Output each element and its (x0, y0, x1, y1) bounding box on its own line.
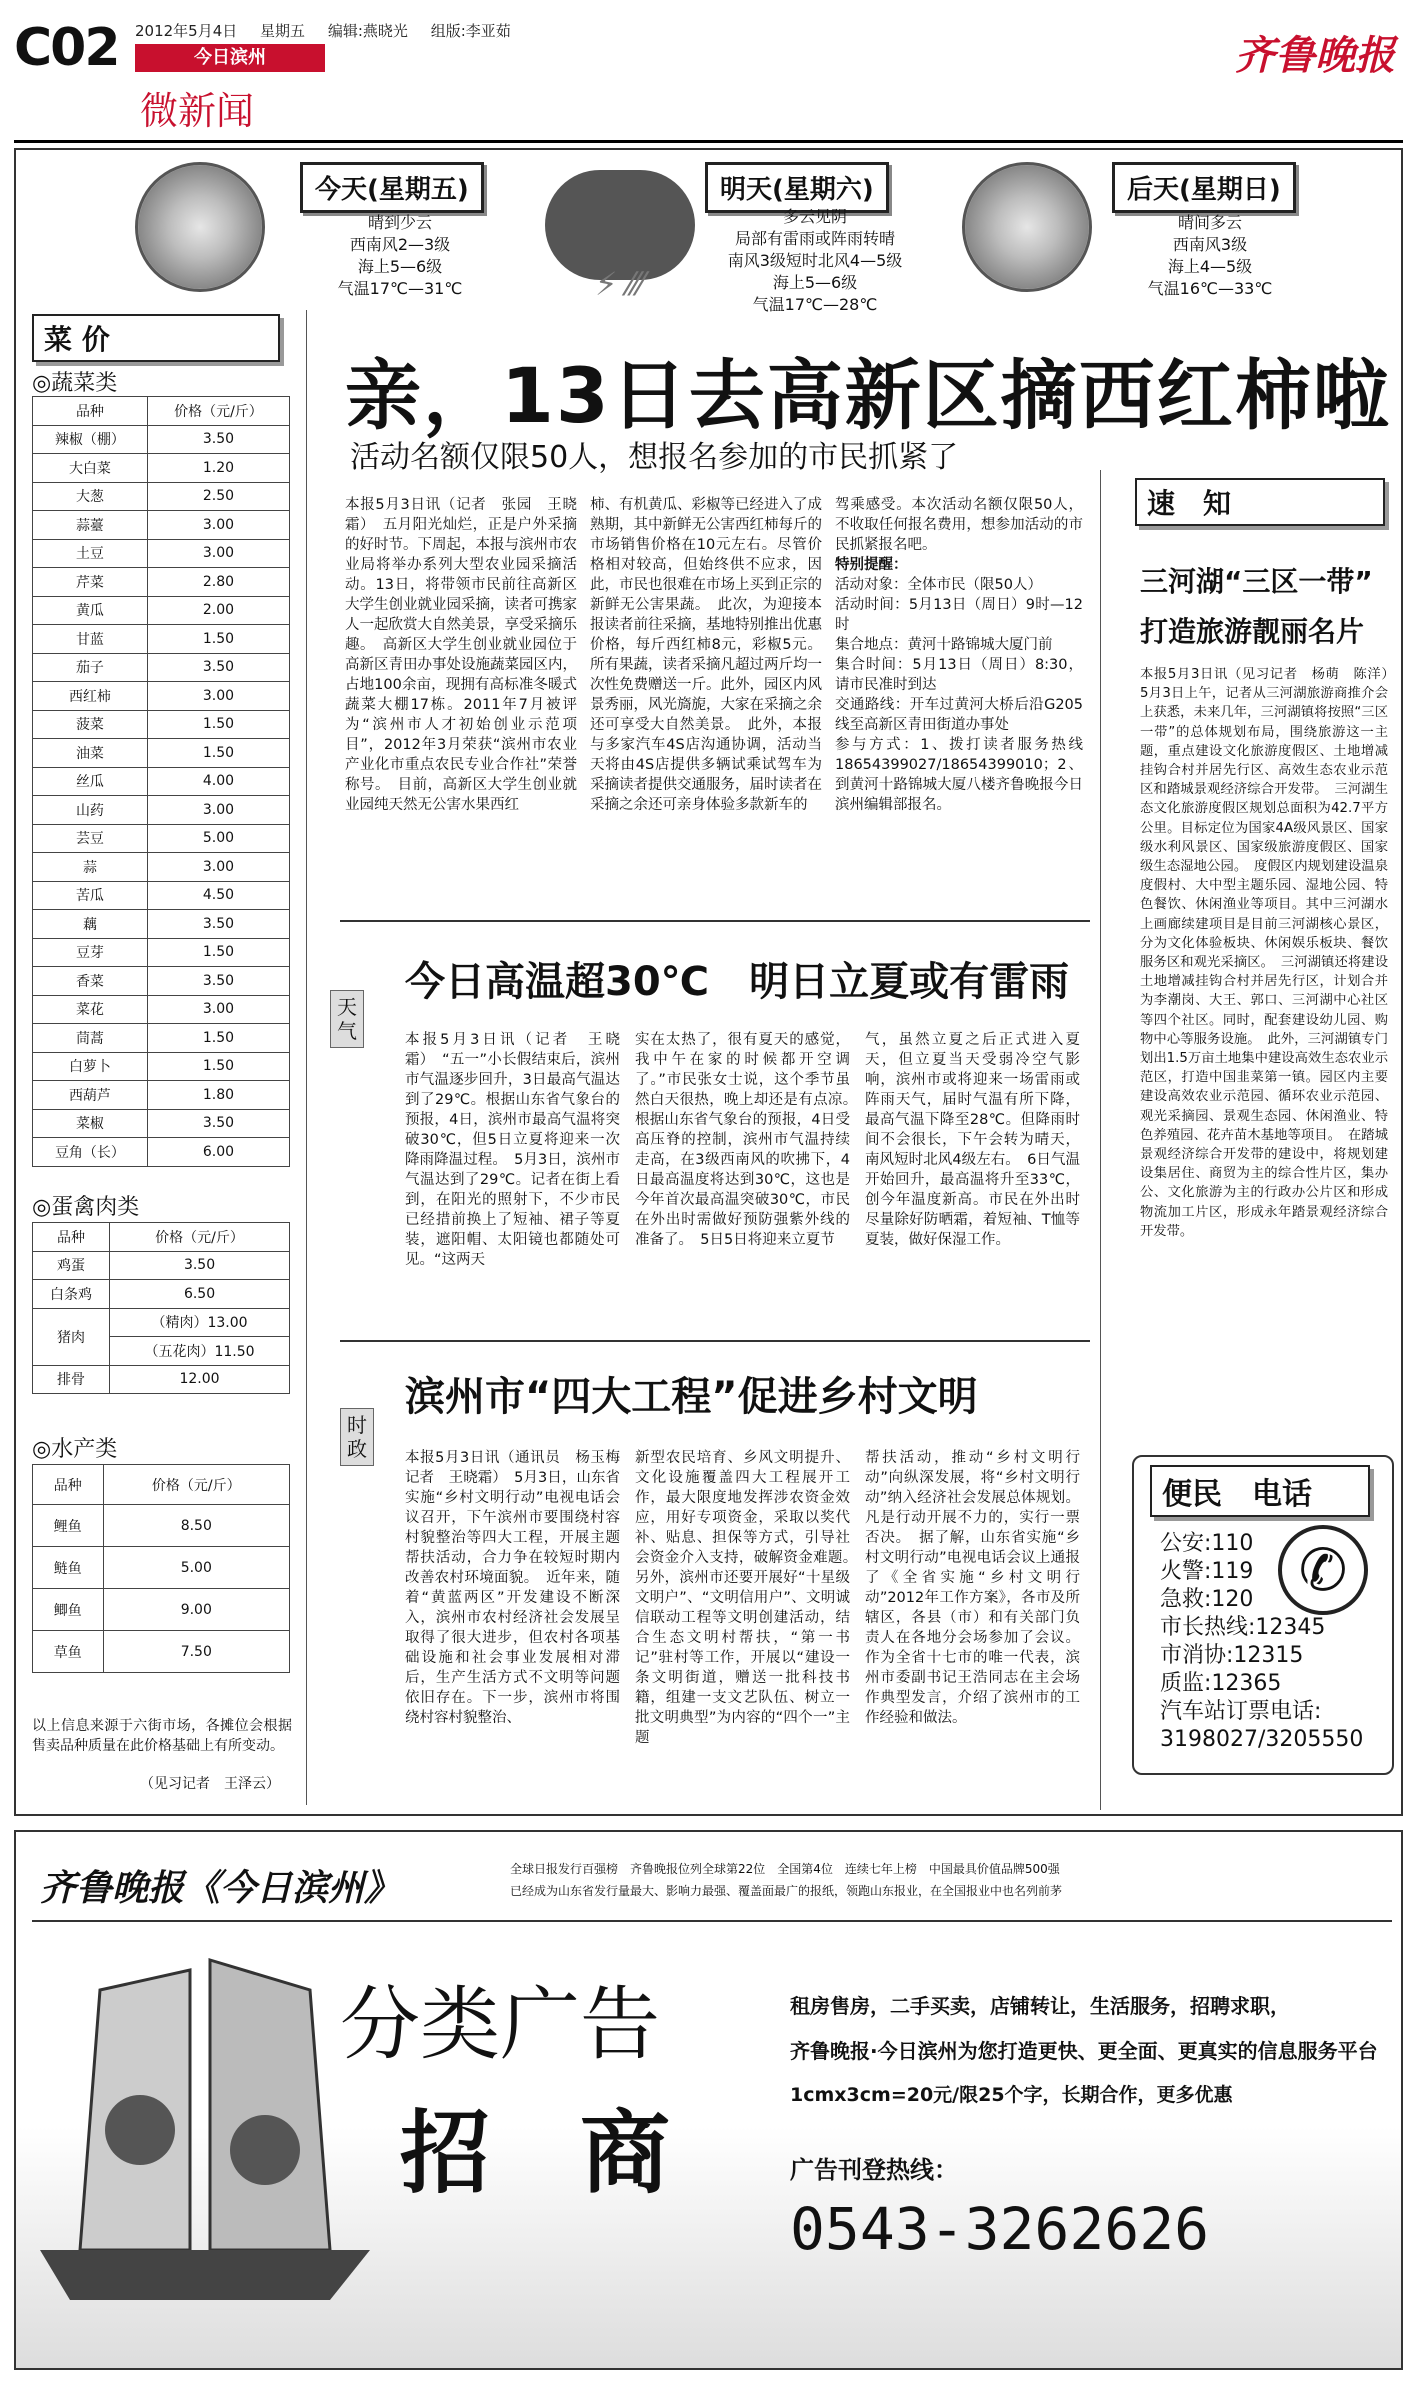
table-row: 黄瓜 2.00 (33, 596, 290, 625)
ad-big-subtitle: 招 商 (400, 2100, 670, 2206)
table-row: 大白菜 1.20 (33, 454, 290, 483)
ad-logo: 齐鲁晚报《今日滨州》 (40, 1867, 401, 1909)
table-row: 油菜 1.50 (33, 739, 290, 768)
lead-headline: 亲，13日去高新区摘西红柿啦 (345, 351, 1391, 440)
ad-big-title: 分类广告 (340, 1978, 660, 2071)
ad-slogan-2: 已经成为山东省发行量最大、影响力最强、覆盖面最广的报纸，领跑山东报业，在全国报业中也名列前茅 (510, 1884, 1063, 1898)
table-row: 西葫芦 1.80 (33, 1081, 290, 1110)
weather-dayafter-label: 后天(星期日) (1112, 162, 1296, 213)
thunderstorm-icon: ⚡ ⁄⁄⁄ (545, 170, 695, 280)
table-row: 大葱 2.50 (33, 482, 290, 511)
column-divider (306, 310, 307, 1805)
politics-col-1: 本报5月3日讯（通讯员 杨玉梅 记者 王晓霜） 5月3日，山东省实施“乡村文明行动”电视电话会议召开，下午滨州市要围绕村容村貌整治等四大工程，开展主题帮扶活动，合力争在较短时期内改善农村环境面貌。 近年来，随着“黄蓝两区”开发建设不断深入，滨州市农村经济社会发展呈取得了很大进步，但农村各项基础设施和社会事业发展相对滞后，生产生活方式不文明等问题依旧存在。下一步，滨州市将围绕村容村貌整治、 (405, 1450, 635, 1726)
weather-headline: 今日高温超30℃ 明日立夏或有雷雨 (405, 959, 1070, 1005)
politics-tag: 时政 (340, 1408, 374, 1466)
table-row: 芹菜 2.80 (33, 568, 290, 597)
table-header: 品种 价格（元/斤） (33, 397, 290, 426)
table-row: 土豆 3.00 (33, 539, 290, 568)
price-note: 以上信息来源于六街市场，各摊位会根据售卖品种质量在此价格基础上有所变动。 (32, 1718, 292, 1754)
politics-col-2: 新型农民培育、乡风文明提升、文化设施覆盖四大工程展开工作，最大限度地发挥涉农资金效应，用好专项资金，采取以奖代补、贴息、担保等方式，引导社会资金介入支持，破解资金难题。 另外，滨州市还要开展好“十星级文明户”、“文明信用户”、文明诚信联动工程等文明创建活动，结合生态文明村帮扶，“第一书记”驻村等工作，开展以“建设一条文明街道，赠送一批科技书籍，组建一支文艺队伍、树立一批文明典型”为内容的“四个一”主题 (635, 1450, 865, 1746)
issue-weekday: 星期五 (260, 22, 306, 40)
weather-today-text: 晴到少云 西南风2—3级 海上5—6级 气温17℃—31℃ (337, 213, 463, 298)
editor: 编辑:燕晓光 (327, 22, 408, 40)
telephone-icon: ✆ (1278, 1525, 1368, 1615)
weather-tomorrow-label: 明天(星期六) (705, 162, 889, 213)
table-row: 辣椒（棚） 3.50 (33, 425, 290, 454)
lead-subtitle: 活动名额仅限50人，想报名参加的市民抓紧了 (350, 440, 959, 475)
weather-tag: 天气 (330, 990, 364, 1048)
prices-title: 菜 价 (32, 314, 280, 362)
table-row: 蒜薹 3.00 (33, 511, 290, 540)
lead-col-2: 柿、有机黄瓜、彩椒等已经进入了成熟期，其中新鲜无公害西红柿每斤的市场销售价格在10元左右。尽管价格相对较高，但始终供不应求，因此，市民也很难在市场上买到正宗的新鲜无公害果蔬。 此次，为迎接本报读者前往采摘，基地特别推出优惠价格，每斤西红柿8元，彩椒5元。所有果蔬，读者采摘凡超过两斤均一次性免费赠送一斤。此外，园区内风景秀丽，风光旖旎，大家在采摘之余还可享受大自然美景。 此外，本报与多家汽车4S店沟通协调，活动当天将由4S店提供多辆试乘试驾车为采摘读者提供交通服务，届时读者在采摘之余还可亲身体验多款新车的 (590, 497, 822, 813)
table-row: 菠菜 1.50 (33, 710, 290, 739)
table-row: 香菜 3.50 (33, 967, 290, 996)
table-row: 豆角（长） 6.00 (33, 1138, 290, 1167)
table-row: 山药 3.00 (33, 796, 290, 825)
table-row: 西红柿 3.00 (33, 682, 290, 711)
table-row: 茄子 3.50 (33, 653, 290, 682)
weather-tomorrow-text: 多云见阴 局部有雷雨或阵雨转晴 南风3级短时北风4—5级 海上5—6级 气温17℃—28℃ (727, 207, 903, 314)
column-divider (1100, 470, 1101, 1810)
column-name: 微新闻 (140, 89, 255, 133)
veg-price-table (32, 396, 290, 1167)
weather-today-label: 今天(星期五) (300, 162, 484, 213)
table-row: 藕 3.50 (33, 910, 290, 939)
veg-heading: ◎蔬菜类 (32, 371, 118, 396)
sunny-icon (962, 162, 1092, 292)
politics-col-3: 帮扶活动，推动“乡村文明行动”向纵深发展，将“乡村文明行动”纳入经济社会发展总体规划。凡是行动开展不力的，实行一票否决。 据了解，山东省实施“乡村文明行动”电视电话会议上通报了《全省实施“乡村文明行动”2012年工作方案》，各市及所辖区，各县（市）和有关部门负责人在各地分会场参加了会议。作为全省十七市的唯一代表，滨州市委副书记王浩同志在主会场作典型发言，介绍了滨州市的工作经验和做法。 (865, 1450, 1080, 1726)
page-code: C02 (14, 18, 119, 78)
egg-price-table: 品种 价格（元/斤） 鸡蛋 3.50 白条鸡 6.50 猪肉 （精肉）13.00 （五花肉）11.50 排骨 12.00 (32, 1222, 290, 1394)
ad-rule (32, 1920, 1392, 1922)
sidebar-headline-1: 三河湖“三区一带” (1140, 565, 1373, 598)
newspaper-logo: 齐鲁晚报 (1235, 32, 1395, 79)
section-rule (340, 1340, 1090, 1342)
table-row: 茼蒿 1.50 (33, 1024, 290, 1053)
lead-col-1: 本报5月3日讯（记者 张园 王晓霜） 五月阳光灿烂，正是户外采摘的好时节。下周起，本报与滨州市农业局将举办系列大型农业园采摘活动。13日，将带领市民前往高新区大学生创业就业园采摘，读者可携家人一起欣赏大自然美景，享受采摘乐趣。 高新区大学生创业就业园位于高新区青田办事处设施蔬菜园区内，占地100余亩，现拥有高标准冬暖式蔬菜大棚17栋。2011年7月被评为“滨州市人才初始创业示范项目”，2012年3月荣获“滨州市农业产业化市重点农民专业合作社”荣誉称号。 目前，高新区大学生创业就业园纯天然无公害水果西红 (345, 497, 577, 813)
ad-hotline-label: 广告刊登热线： (790, 2156, 958, 2184)
table-row: 苦瓜 4.50 (33, 881, 290, 910)
ad-slogan-1: 全球日报发行百强榜 齐鲁晚报位列全球第22位 全国第4位 连续七年上榜 中国最具价值品牌500强 (510, 1862, 1060, 1876)
section-name: 今日滨州 (135, 44, 325, 72)
ad-line-2: 齐鲁晚报·今日滨州为您打造更快、更全面、更真实的信息服务平台 (790, 2039, 1378, 2063)
table-row: 甘蓝 1.50 (33, 625, 290, 654)
table-row: 芸豆 5.00 (33, 824, 290, 853)
sidebar-tag: 速 知 (1135, 478, 1385, 526)
ad-line-3: 1cmx3cm=20元/限25个字，长期合作，更多优惠 (790, 2084, 1233, 2106)
layout-credit: 组版:李亚茹 (430, 22, 511, 40)
aqua-price-table: 品种 价格（元/斤） 鲤鱼 8.50 鲢鱼 5.00 鲫鱼 9.00 草鱼 7.50 (32, 1464, 290, 1673)
ad-hotline-number: 0543-3262626 (790, 2195, 1210, 2263)
weather-col-3: 气，虽然立夏之后正式进入夏天，但立夏当天受弱冷空气影响，滨州市或将迎来一场雷雨或阵雨天气，届时气温有所下降，最高气温下降至28℃。但降雨时间不会很长，下午会转为晴天，南风短时北风4级左右。 6日气温开始回升，最高温将升至33℃，创今年温度新高。市民在外出时尽量除好防晒霜，着短袖、T恤等夏装，做好保湿工作。 (865, 1032, 1080, 1248)
table-row: 豆芽 1.50 (33, 938, 290, 967)
politics-headline: 滨州市“四大工程”促进乡村文明 (405, 1374, 978, 1420)
header-meta (135, 20, 529, 41)
sailing-ship-icon (40, 1950, 370, 2330)
table-row: 菜椒 3.50 (33, 1109, 290, 1138)
weather-dayafter-text: 晴间多云 西南风3级 海上4—5级 气温16℃—33℃ (1147, 213, 1273, 298)
sidebar-body: 本报5月3日讯（见习记者 杨萌 陈洋） 5月3日上午，记者从三河湖旅游商推介会上获悉，未来几年，三河湖镇将按照“三区一带”的总体规划布局，围绕旅游这一主题，重点建设文化旅游度假区、土地增减挂钩合村并居先行区、高效生态农业示范区和踏城景观经济综合开发带。 三河湖生态文化旅游度假区规划总面积为42.7平方公里。目标定位为国家4A级风景区、国家级水利风景区、国家级旅游度假区、国家级生态湿地公园。 度假区内规划建设温泉度假村、大中型主题乐园、湿地公园、特色餐饮、休闲渔业等项目。其中三河湖水上画廊续建项目是目前三河湖核心景区，分为文化体验板块、休闲娱乐板块、餐饮服务区和观光采摘区。 三河湖镇还将建设土地增减挂钩合村并居先行区，计划合并为李潮岗、大王、郭口、三河湖中心社区等四个社区。同时，配套建设幼儿园、购物中心等服务设施。 此外，三河湖镇专门划出1.5万亩土地集中建设高效生态农业示范区，打造中国韭菜第一镇。园区内主要建设高效农业示范园、循环农业示范园、观光采摘园、景观生态园、休闲渔业、特色养殖园、花卉苗木基地等项目。 在踏城景观经济综合开发带的建设中，将规划建设集居住、商贸为主的综合性片区，集办公、文化旅游为主的行政办公片区和形成物流加工片区，形成永年踏景观经济综合开发带。 (1140, 667, 1402, 1239)
weather-col-1: 本报5月3日讯（记者 王晓霜） “五一”小长假结束后，滨州市气温逐步回升，3日最高气温达到了29℃。根据山东省气象台的预报，4日，滨州市最高气温将突破30℃，但5日立夏将迎来一次降雨降温过程。 5月3日，滨州市气温达到了29℃。记者在街上看到，在阳光的照射下，不少市民已经措前换上了短袖、裙子等夏装，遮阳帽、太阳镜也都随处可见。“这两天 (405, 1032, 620, 1268)
phone-list: 公安:110 火警:119 急救:120 市长热线:12345 市消协:12315 质监:12365 汽车站订票电话: 3198027/3205550 (1160, 1531, 1364, 1752)
ad-line-1: 租房售房，二手买卖，店铺转让，生活服务，招聘求职， (790, 1994, 1290, 2018)
header-rule (14, 140, 1403, 143)
table-row: 白萝卜 1.50 (33, 1052, 290, 1081)
section-rule (340, 920, 1090, 922)
lead-col-3: 驾乘感受。本次活动名额仅限50人，不收取任何报名费用，想参加活动的市民抓紧报名吧。 特别提醒： 活动对象：全体市民（限50人） 活动时间：5月13日（周日）9时—12时 集合地点：黄河十路锦城大厦门前 集合时间：5月13日（周日）8:30，请市民准时到达 交通路线：开车过黄河大桥后沿G205线至高新区青田街道办事处 参与方式：1、拨打读者服务热线18654399027/18654399010；2、到黄河十路锦城大厦八楼齐鲁晚报今日滨州编辑部报名。 (835, 497, 1083, 813)
table-row: 菜花 3.00 (33, 995, 290, 1024)
price-note-byline: （见习记者 王泽云） (140, 1776, 280, 1792)
table-row: 蒜 3.00 (33, 853, 290, 882)
issue-date: 2012年5月4日 (135, 22, 238, 40)
sidebar-headline-2: 打造旅游靓丽名片 (1140, 615, 1365, 648)
sunny-icon (135, 162, 265, 292)
aqua-heading: ◎水产类 (32, 1437, 118, 1462)
egg-heading: ◎蛋禽肉类 (32, 1195, 140, 1220)
weather-col-2: 实在太热了，很有夏天的感觉，我中午在家的时候都开空调了。”市民张女士说，这个季节虽然白天很热，晚上却还是有点凉。 根据山东省气象台的预报，4日受高压脊的控制，滨州市气温持续走高，在3级西南风的吹拂下，4日最高温度将达到30℃，这也是今年首次最高温突破30℃，市民在外出时需做好预防强紫外线的准备了。 5日5日将迎来立夏节 (635, 1032, 865, 1248)
table-row: 丝瓜 4.00 (33, 767, 290, 796)
phone-title: 便民 电话 (1150, 1465, 1370, 1517)
